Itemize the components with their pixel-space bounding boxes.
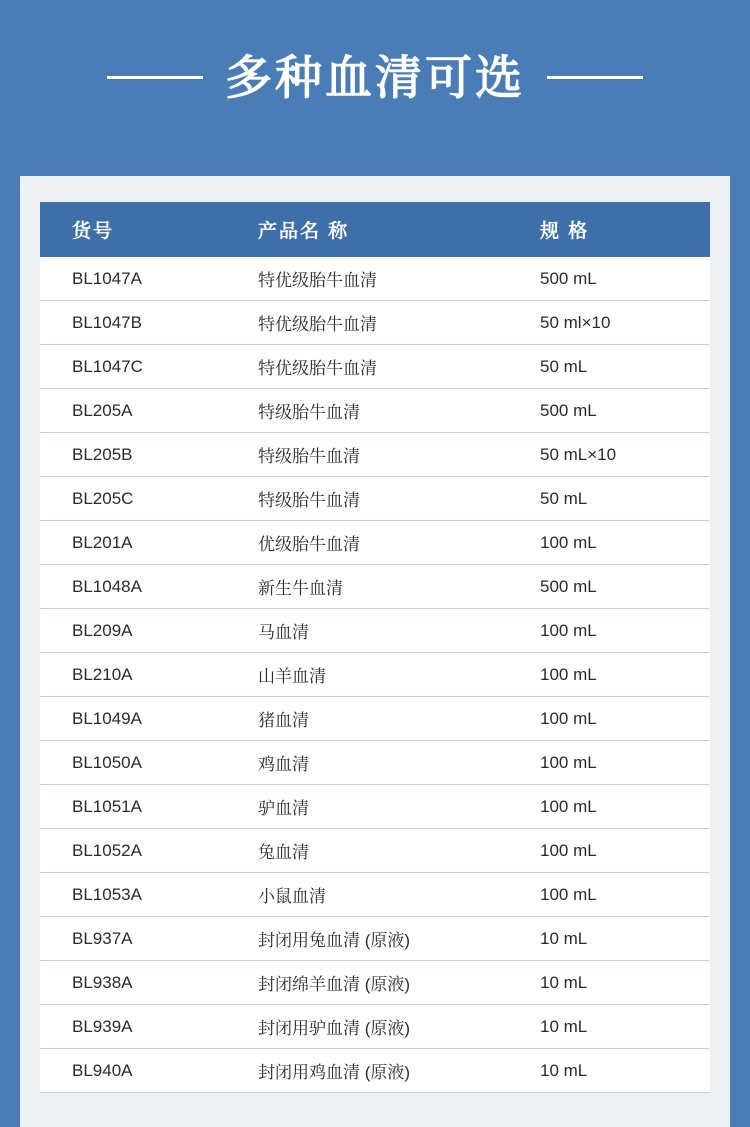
cell-code: BL1047C (40, 345, 240, 389)
cell-name: 特级胎牛血清 (240, 477, 530, 521)
table-row (40, 477, 710, 521)
cell-name: 鸡血清 (240, 741, 530, 785)
cell-name: 兔血清 (240, 829, 530, 873)
cell-code: BL939A (40, 1005, 240, 1049)
cell-spec: 10 mL (530, 1049, 710, 1093)
cell-name: 封闭用鸡血清 (原液) (240, 1049, 530, 1093)
cell-code: BL937A (40, 917, 240, 961)
table-row (40, 829, 710, 873)
cell-name: 封闭绵羊血清 (原液) (240, 961, 530, 1005)
cell-code: BL1047B (40, 301, 240, 345)
table-row (40, 609, 710, 653)
cell-name: 马血清 (240, 609, 530, 653)
cell-spec: 10 mL (530, 1005, 710, 1049)
cell-name: 特级胎牛血清 (240, 389, 530, 433)
cell-spec: 100 mL (530, 521, 710, 565)
cell-spec: 50 ml×10 (530, 301, 710, 345)
table-row (40, 301, 710, 345)
title-rule-left (107, 76, 203, 79)
table-row (40, 653, 710, 697)
column-header-spec: 规 格 (530, 202, 710, 257)
cell-spec: 100 mL (530, 697, 710, 741)
column-header-name: 产品名 称 (240, 202, 530, 257)
title-rule-right (547, 76, 643, 79)
cell-name: 特优级胎牛血清 (240, 301, 530, 345)
table-row (40, 961, 710, 1005)
table-header (40, 202, 710, 257)
cell-name: 封闭用兔血清 (原液) (240, 917, 530, 961)
cell-code: BL938A (40, 961, 240, 1005)
cell-name: 新生牛血清 (240, 565, 530, 609)
cell-code: BL1048A (40, 565, 240, 609)
table-row (40, 389, 710, 433)
table-row (40, 433, 710, 477)
product-table (40, 202, 710, 1093)
cell-spec: 100 mL (530, 609, 710, 653)
table-body (40, 257, 710, 1093)
table-header-row (40, 202, 710, 257)
product-table-card (20, 176, 730, 1127)
cell-name: 猪血清 (240, 697, 530, 741)
table-row (40, 345, 710, 389)
cell-code: BL1049A (40, 697, 240, 741)
cell-name: 山羊血清 (240, 653, 530, 697)
cell-code: BL205C (40, 477, 240, 521)
table-row (40, 565, 710, 609)
cell-code: BL1052A (40, 829, 240, 873)
table-row (40, 873, 710, 917)
cell-name: 特优级胎牛血清 (240, 257, 530, 301)
cell-name: 封闭用驴血清 (原液) (240, 1005, 530, 1049)
cell-spec: 100 mL (530, 873, 710, 917)
cell-spec: 500 mL (530, 257, 710, 301)
cell-spec: 100 mL (530, 829, 710, 873)
table-row (40, 257, 710, 301)
table-row (40, 697, 710, 741)
cell-spec: 100 mL (530, 653, 710, 697)
page-title (0, 0, 750, 104)
cell-name: 小鼠血清 (240, 873, 530, 917)
cell-name: 特级胎牛血清 (240, 433, 530, 477)
cell-code: BL1050A (40, 741, 240, 785)
cell-code: BL209A (40, 609, 240, 653)
cell-spec: 50 mL×10 (530, 433, 710, 477)
cell-spec: 500 mL (530, 565, 710, 609)
cell-name: 优级胎牛血清 (240, 521, 530, 565)
cell-name: 特优级胎牛血清 (240, 345, 530, 389)
cell-spec: 100 mL (530, 785, 710, 829)
table-row (40, 521, 710, 565)
cell-spec: 50 mL (530, 345, 710, 389)
cell-spec: 50 mL (530, 477, 710, 521)
cell-code: BL1053A (40, 873, 240, 917)
cell-code: BL1047A (40, 257, 240, 301)
cell-code: BL210A (40, 653, 240, 697)
cell-name: 驴血清 (240, 785, 530, 829)
cell-code: BL201A (40, 521, 240, 565)
cell-code: BL1051A (40, 785, 240, 829)
cell-spec: 10 mL (530, 917, 710, 961)
table-row (40, 785, 710, 829)
cell-spec: 500 mL (530, 389, 710, 433)
table-row (40, 741, 710, 785)
cell-code: BL940A (40, 1049, 240, 1093)
cell-spec: 10 mL (530, 961, 710, 1005)
cell-code: BL205A (40, 389, 240, 433)
page-title-text: 多种血清可选 (225, 51, 525, 104)
table-row (40, 1049, 710, 1093)
cell-code: BL205B (40, 433, 240, 477)
column-header-code: 货号 (40, 202, 240, 257)
cell-spec: 100 mL (530, 741, 710, 785)
table-row (40, 917, 710, 961)
